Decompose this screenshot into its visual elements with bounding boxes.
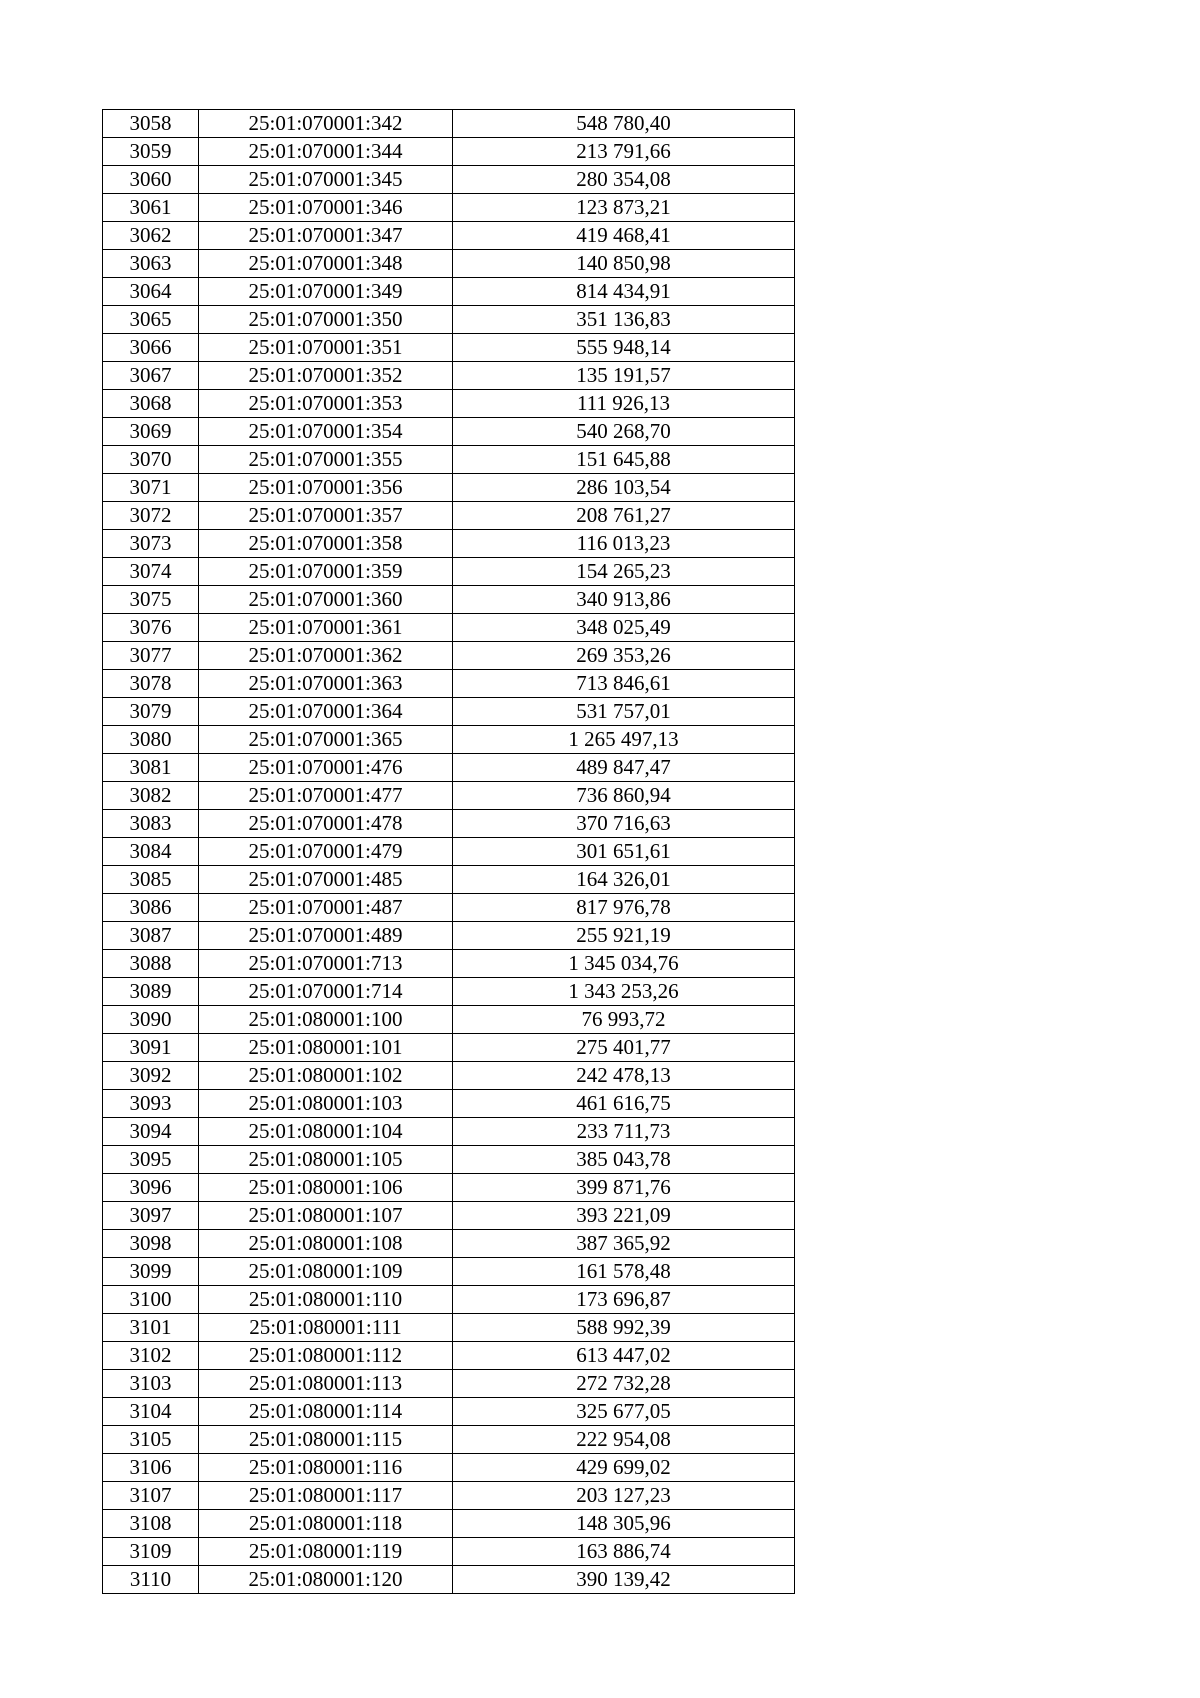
cadastral-value-table [102,109,795,1594]
row-number-cell: 3061 [103,194,199,222]
cadastral-number-cell: 25:01:080001:100 [199,1006,453,1034]
table-row [103,222,795,250]
table-row [103,1482,795,1510]
row-number-cell: 3080 [103,726,199,754]
row-number-cell: 3089 [103,978,199,1006]
cadastral-value-cell: 489 847,47 [453,754,795,782]
cadastral-value-cell: 387 365,92 [453,1230,795,1258]
table-row [103,1370,795,1398]
table-row [103,1006,795,1034]
row-number-cell: 3109 [103,1538,199,1566]
row-number-cell: 3065 [103,306,199,334]
cadastral-number-cell: 25:01:070001:362 [199,642,453,670]
row-number-cell: 3060 [103,166,199,194]
row-number-cell: 3082 [103,782,199,810]
row-number-cell: 3084 [103,838,199,866]
cadastral-number-cell: 25:01:080001:119 [199,1538,453,1566]
table-row [103,1174,795,1202]
cadastral-number-cell: 25:01:080001:111 [199,1314,453,1342]
table-row [103,810,795,838]
cadastral-value-cell: 208 761,27 [453,502,795,530]
table-row [103,670,795,698]
cadastral-value-cell: 613 447,02 [453,1342,795,1370]
cadastral-value-cell: 461 616,75 [453,1090,795,1118]
row-number-cell: 3068 [103,390,199,418]
cadastral-number-cell: 25:01:080001:104 [199,1118,453,1146]
row-number-cell: 3069 [103,418,199,446]
row-number-cell: 3090 [103,1006,199,1034]
table-row [103,334,795,362]
table-row [103,558,795,586]
cadastral-number-cell: 25:01:070001:364 [199,698,453,726]
row-number-cell: 3096 [103,1174,199,1202]
row-number-cell: 3075 [103,586,199,614]
table-row [103,782,795,810]
row-number-cell: 3095 [103,1146,199,1174]
row-number-cell: 3087 [103,922,199,950]
cadastral-value-cell: 161 578,48 [453,1258,795,1286]
table-row [103,1202,795,1230]
row-number-cell: 3086 [103,894,199,922]
cadastral-number-cell: 25:01:070001:348 [199,250,453,278]
table-row [103,866,795,894]
row-number-cell: 3063 [103,250,199,278]
table-row [103,446,795,474]
cadastral-number-cell: 25:01:080001:112 [199,1342,453,1370]
cadastral-number-cell: 25:01:080001:114 [199,1398,453,1426]
row-number-cell: 3102 [103,1342,199,1370]
cadastral-number-cell: 25:01:070001:350 [199,306,453,334]
table-row [103,278,795,306]
cadastral-value-cell: 135 191,57 [453,362,795,390]
cadastral-number-cell: 25:01:070001:355 [199,446,453,474]
cadastral-number-cell: 25:01:070001:363 [199,670,453,698]
cadastral-number-cell: 25:01:070001:714 [199,978,453,1006]
cadastral-number-cell: 25:01:080001:118 [199,1510,453,1538]
row-number-cell: 3067 [103,362,199,390]
table-row [103,1538,795,1566]
row-number-cell: 3077 [103,642,199,670]
table-row [103,1034,795,1062]
table-row [103,614,795,642]
cadastral-value-cell: 269 353,26 [453,642,795,670]
cadastral-number-cell: 25:01:070001:359 [199,558,453,586]
row-number-cell: 3100 [103,1286,199,1314]
cadastral-value-cell: 173 696,87 [453,1286,795,1314]
cadastral-number-cell: 25:01:080001:103 [199,1090,453,1118]
cadastral-value-cell: 351 136,83 [453,306,795,334]
cadastral-value-cell: 555 948,14 [453,334,795,362]
cadastral-value-cell: 531 757,01 [453,698,795,726]
row-number-cell: 3071 [103,474,199,502]
cadastral-value-cell: 203 127,23 [453,1482,795,1510]
cadastral-number-cell: 25:01:070001:344 [199,138,453,166]
cadastral-value-cell: 1 345 034,76 [453,950,795,978]
cadastral-number-cell: 25:01:080001:109 [199,1258,453,1286]
cadastral-value-cell: 588 992,39 [453,1314,795,1342]
row-number-cell: 3099 [103,1258,199,1286]
table-row [103,894,795,922]
row-number-cell: 3079 [103,698,199,726]
cadastral-number-cell: 25:01:070001:489 [199,922,453,950]
cadastral-value-cell: 76 993,72 [453,1006,795,1034]
table-row [103,1090,795,1118]
cadastral-number-cell: 25:01:080001:105 [199,1146,453,1174]
cadastral-value-cell: 736 860,94 [453,782,795,810]
cadastral-value-cell: 123 873,21 [453,194,795,222]
cadastral-number-cell: 25:01:080001:106 [199,1174,453,1202]
cadastral-number-cell: 25:01:070001:346 [199,194,453,222]
table-row [103,1566,795,1594]
cadastral-number-cell: 25:01:070001:476 [199,754,453,782]
cadastral-value-cell: 393 221,09 [453,1202,795,1230]
cadastral-number-cell: 25:01:070001:358 [199,530,453,558]
cadastral-value-cell: 275 401,77 [453,1034,795,1062]
table-row [103,586,795,614]
cadastral-number-cell: 25:01:070001:347 [199,222,453,250]
table-row [103,1454,795,1482]
cadastral-value-cell: 151 645,88 [453,446,795,474]
table-row [103,1510,795,1538]
cadastral-value-cell: 348 025,49 [453,614,795,642]
cadastral-value-cell: 390 139,42 [453,1566,795,1594]
cadastral-value-cell: 385 043,78 [453,1146,795,1174]
table-row [103,754,795,782]
row-number-cell: 3083 [103,810,199,838]
cadastral-number-cell: 25:01:070001:360 [199,586,453,614]
cadastral-value-cell: 814 434,91 [453,278,795,306]
row-number-cell: 3074 [103,558,199,586]
cadastral-number-cell: 25:01:070001:479 [199,838,453,866]
row-number-cell: 3101 [103,1314,199,1342]
table-row [103,362,795,390]
table-row [103,166,795,194]
row-number-cell: 3092 [103,1062,199,1090]
row-number-cell: 3059 [103,138,199,166]
cadastral-number-cell: 25:01:080001:117 [199,1482,453,1510]
cadastral-value-cell: 429 699,02 [453,1454,795,1482]
row-number-cell: 3088 [103,950,199,978]
cadastral-value-cell: 399 871,76 [453,1174,795,1202]
cadastral-value-cell: 1 343 253,26 [453,978,795,1006]
row-number-cell: 3062 [103,222,199,250]
row-number-cell: 3081 [103,754,199,782]
cadastral-number-cell: 25:01:070001:342 [199,110,453,138]
cadastral-number-cell: 25:01:070001:485 [199,866,453,894]
cadastral-value-cell: 242 478,13 [453,1062,795,1090]
row-number-cell: 3107 [103,1482,199,1510]
cadastral-number-cell: 25:01:080001:107 [199,1202,453,1230]
cadastral-value-cell: 325 677,05 [453,1398,795,1426]
table-row [103,530,795,558]
cadastral-number-cell: 25:01:070001:349 [199,278,453,306]
row-number-cell: 3094 [103,1118,199,1146]
cadastral-number-cell: 25:01:080001:102 [199,1062,453,1090]
cadastral-value-cell: 163 886,74 [453,1538,795,1566]
cadastral-value-cell: 116 013,23 [453,530,795,558]
table-row [103,698,795,726]
table-row [103,418,795,446]
table-row [103,1286,795,1314]
table-row [103,1426,795,1454]
cadastral-number-cell: 25:01:070001:361 [199,614,453,642]
row-number-cell: 3066 [103,334,199,362]
cadastral-number-cell: 25:01:070001:352 [199,362,453,390]
table-row [103,726,795,754]
row-number-cell: 3093 [103,1090,199,1118]
cadastral-number-cell: 25:01:080001:110 [199,1286,453,1314]
row-number-cell: 3091 [103,1034,199,1062]
table-row [103,250,795,278]
table-row [103,950,795,978]
row-number-cell: 3105 [103,1426,199,1454]
row-number-cell: 3073 [103,530,199,558]
row-number-cell: 3070 [103,446,199,474]
table-row [103,1398,795,1426]
cadastral-number-cell: 25:01:070001:353 [199,390,453,418]
cadastral-value-cell: 213 791,66 [453,138,795,166]
cadastral-number-cell: 25:01:070001:487 [199,894,453,922]
cadastral-value-cell: 340 913,86 [453,586,795,614]
row-number-cell: 3097 [103,1202,199,1230]
row-number-cell: 3108 [103,1510,199,1538]
row-number-cell: 3104 [103,1398,199,1426]
table-body [103,110,795,1594]
table-row [103,138,795,166]
table-row [103,1258,795,1286]
cadastral-value-cell: 222 954,08 [453,1426,795,1454]
cadastral-value-cell: 255 921,19 [453,922,795,950]
table-row [103,1118,795,1146]
cadastral-value-cell: 272 732,28 [453,1370,795,1398]
cadastral-number-cell: 25:01:080001:108 [199,1230,453,1258]
cadastral-value-cell: 154 265,23 [453,558,795,586]
cadastral-value-cell: 817 976,78 [453,894,795,922]
table-row [103,838,795,866]
cadastral-value-cell: 713 846,61 [453,670,795,698]
row-number-cell: 3106 [103,1454,199,1482]
cadastral-number-cell: 25:01:070001:713 [199,950,453,978]
row-number-cell: 3085 [103,866,199,894]
row-number-cell: 3098 [103,1230,199,1258]
cadastral-number-cell: 25:01:080001:116 [199,1454,453,1482]
cadastral-value-cell: 540 268,70 [453,418,795,446]
table-row [103,306,795,334]
table-row [103,978,795,1006]
cadastral-number-cell: 25:01:070001:478 [199,810,453,838]
table-row [103,194,795,222]
cadastral-number-cell: 25:01:080001:115 [199,1426,453,1454]
cadastral-value-cell: 140 850,98 [453,250,795,278]
cadastral-number-cell: 25:01:080001:101 [199,1034,453,1062]
cadastral-value-cell: 111 926,13 [453,390,795,418]
row-number-cell: 3076 [103,614,199,642]
cadastral-number-cell: 25:01:070001:356 [199,474,453,502]
cadastral-number-cell: 25:01:070001:351 [199,334,453,362]
cadastral-number-cell: 25:01:080001:113 [199,1370,453,1398]
row-number-cell: 3072 [103,502,199,530]
table-row [103,502,795,530]
table-row [103,390,795,418]
table-row [103,1342,795,1370]
cadastral-value-cell: 164 326,01 [453,866,795,894]
cadastral-number-cell: 25:01:070001:477 [199,782,453,810]
row-number-cell: 3103 [103,1370,199,1398]
row-number-cell: 3110 [103,1566,199,1594]
cadastral-number-cell: 25:01:070001:354 [199,418,453,446]
table-row [103,1230,795,1258]
cadastral-value-cell: 1 265 497,13 [453,726,795,754]
cadastral-number-cell: 25:01:070001:357 [199,502,453,530]
cadastral-value-cell: 301 651,61 [453,838,795,866]
cadastral-value-cell: 148 305,96 [453,1510,795,1538]
cadastral-value-cell: 548 780,40 [453,110,795,138]
table-row [103,922,795,950]
cadastral-value-cell: 233 711,73 [453,1118,795,1146]
cadastral-value-cell: 280 354,08 [453,166,795,194]
table-row [103,642,795,670]
table-row [103,1314,795,1342]
row-number-cell: 3058 [103,110,199,138]
cadastral-number-cell: 25:01:080001:120 [199,1566,453,1594]
row-number-cell: 3078 [103,670,199,698]
cadastral-value-cell: 286 103,54 [453,474,795,502]
table-row [103,110,795,138]
table-row [103,1146,795,1174]
cadastral-number-cell: 25:01:070001:365 [199,726,453,754]
table-row [103,474,795,502]
table-row [103,1062,795,1090]
cadastral-value-cell: 370 716,63 [453,810,795,838]
row-number-cell: 3064 [103,278,199,306]
cadastral-value-cell: 419 468,41 [453,222,795,250]
cadastral-number-cell: 25:01:070001:345 [199,166,453,194]
